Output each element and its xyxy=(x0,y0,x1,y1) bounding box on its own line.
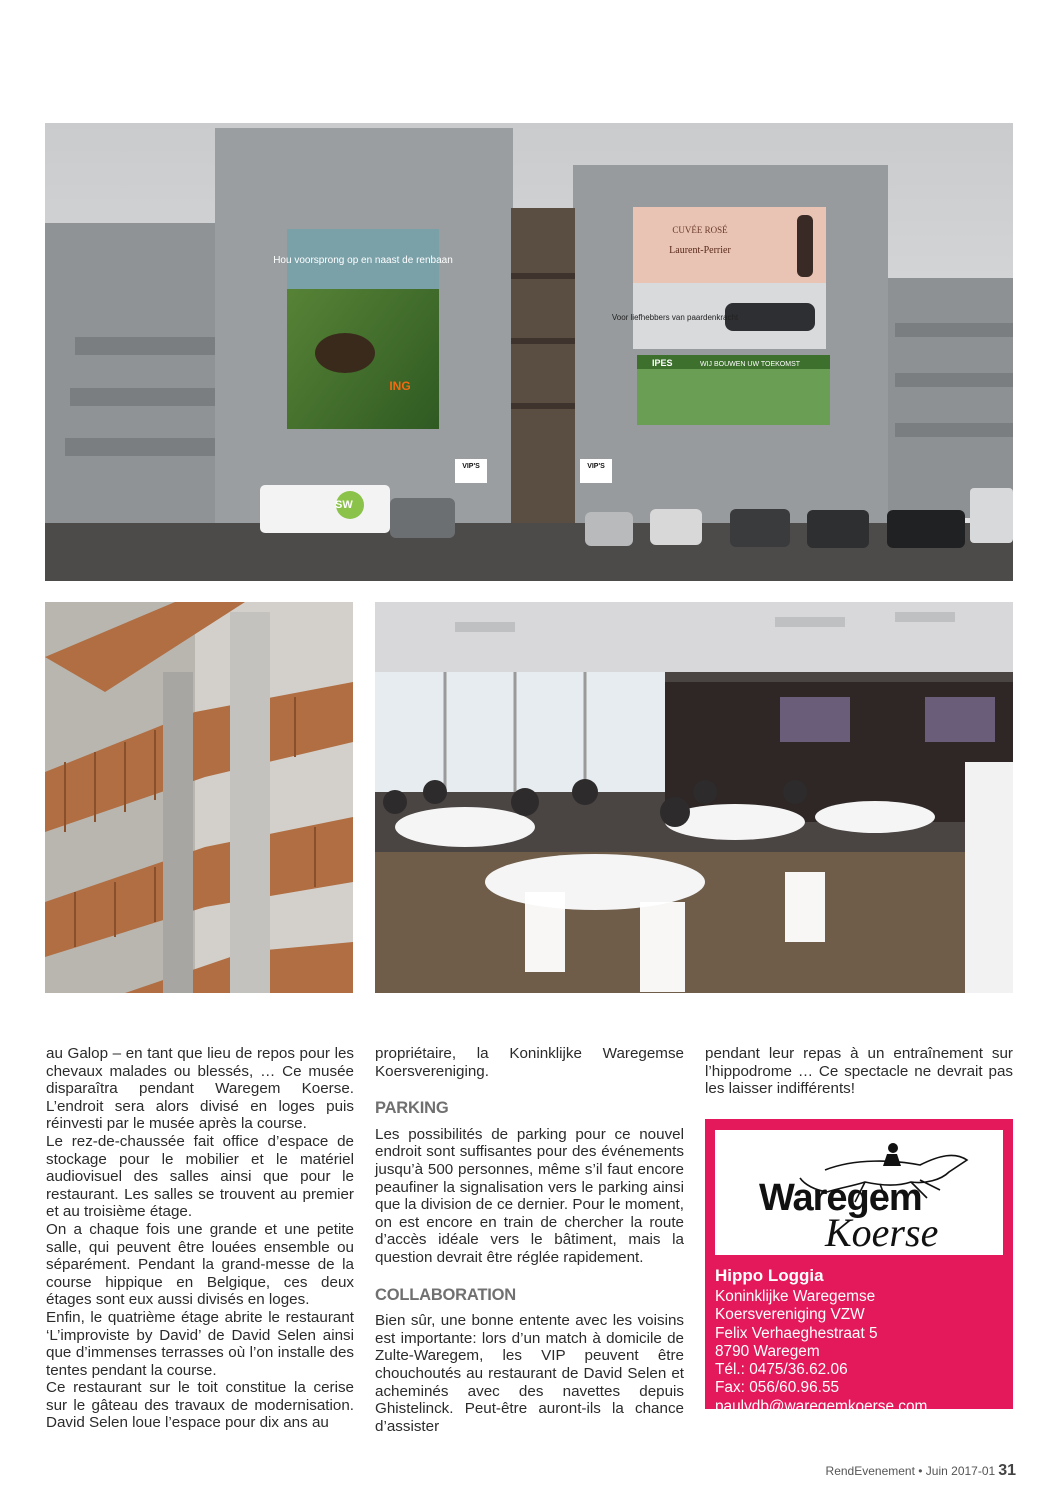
waregem-koerse-logo xyxy=(715,1130,1003,1255)
column1-paragraph: Ce restaurant sur le toit constitue la cerise sur le gâteau des travaux de modernisation. David Selen loue l’espace pour dix ans au xyxy=(46,1379,354,1432)
contact-title: Hippo Loggia xyxy=(715,1266,824,1285)
column1-paragraph: Enfin, le quatrième étage abrite le restaurant ‘L’improviste by David’ de David Selen ainsi que d’immenses terrasses où l’on installe des tentes pendant la course. xyxy=(46,1308,354,1379)
contact-box xyxy=(705,1119,1013,1434)
contact-line: Koersvereniging VZW xyxy=(715,1306,865,1324)
contact-line: Tél.: 0475/36.62.06 xyxy=(715,1361,848,1379)
column1-paragraph: Le rez-de-chaussée fait office d’espace de stockage pour le mobilier et le matériel audiovisuel des salles ainsi que pour le restaurant. Les salles se trouvent au premier et au troisième étage. xyxy=(46,1132,354,1221)
event-room-photo xyxy=(375,602,1013,993)
billboard-left-brand: ING xyxy=(389,379,411,393)
text-column-1 xyxy=(46,1045,354,1432)
billboard-left-text: Hou voorsprong op en naast de renbaan xyxy=(273,255,453,266)
logo-koerse-text: Koerse xyxy=(825,1210,939,1255)
footer-publication: RendEvenement • Juin 2017-01 xyxy=(825,1464,996,1478)
contact-line: Felix Verhaeghestraat 5 xyxy=(715,1324,878,1342)
vip-sign-left: VIP'S xyxy=(462,463,480,470)
billboard-bottom-right-text: WIJ BOUWEN UW TOEKOMST xyxy=(699,361,801,368)
column1-paragraph: au Galop – en tant que lieu de repos pour les chevaux malades ou blessés, … Ce musée disparaîtra pendant Waregem Koerse. L’endroit sera alors divisé en loges puis réinvesti par le musée après la course. xyxy=(46,1045,354,1133)
contact-line: Koninklijke Waregemse xyxy=(715,1288,876,1305)
text-column-3 xyxy=(705,1045,1013,1098)
building-photo xyxy=(45,123,1013,581)
contact-details xyxy=(715,1288,927,1434)
parking-text: Les possibilités de parking pour ce nouvel endroit sont suffisantes pour des événements jusqu’à 500 personnes, même s’il faut encore peaufiner la signalisation vers le parking ainsi que la division de ce dernier. Pour le moment, on est encore en train de chercher la route d’accès idéale vers le bâtiment, mais la question devrait être réglée rapidement. xyxy=(375,1125,684,1266)
billboard-top-right-text: CUVÉE ROSÉ xyxy=(672,225,728,235)
collaboration-text: Bien sûr, une bonne entente avec les voisins est importante: lors d’un match à domicile de Zulte-Waregem, les VIP peuvent être chouchoutés au restaurant de David Selen et acheminés avec des navettes depuis Ghistelinck. Peut-être auront-ils la chance d’assister xyxy=(375,1312,684,1435)
parking-heading: PARKING xyxy=(375,1099,449,1118)
page-footer xyxy=(826,1462,1016,1480)
contact-email-link[interactable]: paulvdb@waregemkoerse.com xyxy=(715,1397,928,1415)
billboard-mid-right-text: Voor liefhebbers van paardenkracht xyxy=(611,313,739,322)
collaboration-heading: COLLABORATION xyxy=(375,1285,516,1304)
logo-waregem-text: Waregem xyxy=(759,1177,922,1219)
page-number: 31 xyxy=(998,1462,1016,1479)
vip-sign-right: VIP'S xyxy=(587,463,605,470)
van-logo: SW xyxy=(335,499,353,511)
billboard-bottom-right-brand: IPES xyxy=(652,358,673,368)
contact-line: Fax: 056/60.96.55 xyxy=(715,1379,840,1397)
text-column-2 xyxy=(375,1045,684,1435)
contact-website-link[interactable]: www.waregemkoerse.com xyxy=(715,1416,895,1434)
column2-intro: propriétaire, la Koninklijke Waregemse Koersvereniging. xyxy=(375,1045,684,1080)
column3-text: pendant leur repas à un entraînement sur l’hippodrome … Ce spectacle ne devrait pas les laisser indifférents! xyxy=(705,1045,1013,1098)
column1-paragraph: On a chaque fois une grande et une petite salle, qui peuvent être louées ensemble ou séparément. Pendant la grand-messe de la course hippique en Belgique, ces deux étages sont eux aussi divisés en loges. xyxy=(46,1220,354,1309)
contact-line: 8790 Waregem xyxy=(715,1342,820,1360)
billboard-top-right-brand: Laurent-Perrier xyxy=(669,245,731,256)
atrium-photo xyxy=(45,602,353,993)
